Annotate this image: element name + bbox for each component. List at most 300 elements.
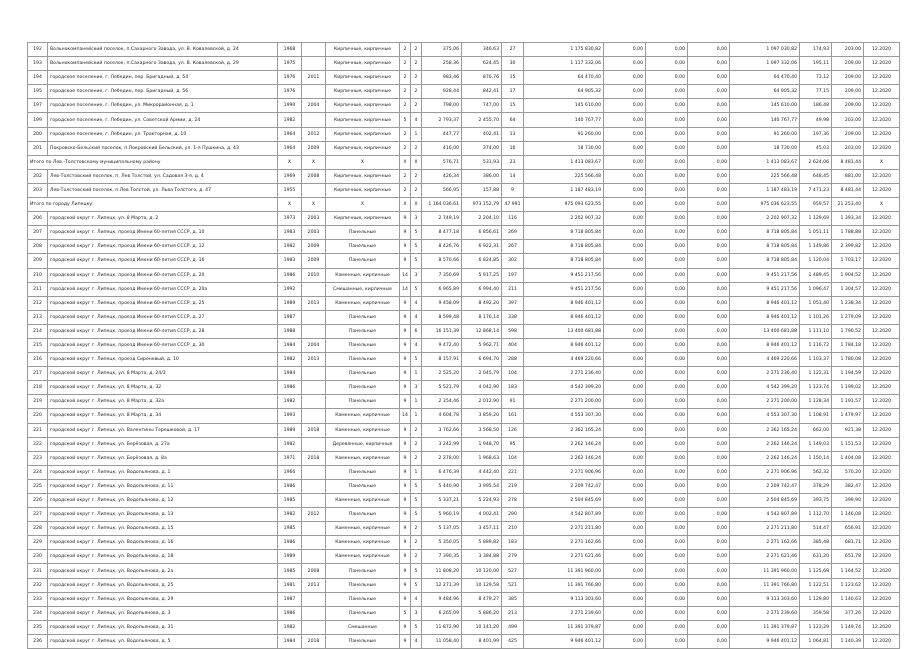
last-repair-year: 2004 xyxy=(302,99,326,113)
entrances: 1 xyxy=(411,465,422,479)
total-area: 5 521,79 xyxy=(422,381,462,395)
address-cell: Лев-Толстовский поселок, п. Лев Толстой, ул. Садовая 3-я, д. 4 xyxy=(48,169,278,183)
fund-local: 0,00 xyxy=(688,479,730,493)
row-number: 206 xyxy=(28,212,48,226)
fund-regional: 0,00 xyxy=(646,57,688,71)
specific-cost: 1 108,91 xyxy=(800,409,832,423)
specific-cost: 385,48 xyxy=(800,536,832,550)
row-number: 199 xyxy=(28,113,48,127)
build-year: 1968 xyxy=(278,43,302,57)
total-area: 9 484,96 xyxy=(422,592,462,606)
fund-regional: 0,00 xyxy=(646,268,688,282)
fund-regional: 0,00 xyxy=(646,437,688,451)
residents: 397 xyxy=(502,296,524,310)
build-year: 1987 xyxy=(278,592,302,606)
planned-date: 12.2020 xyxy=(864,578,900,592)
owners-funds: 8 718 805,84 xyxy=(730,254,800,268)
max-specific-cost: 651,78 xyxy=(832,550,864,564)
fund-federal: 0,00 xyxy=(604,494,646,508)
fund-regional: 0,00 xyxy=(646,620,688,634)
fund-regional: 0,00 xyxy=(646,381,688,395)
table-row xyxy=(28,324,900,338)
last-repair-year: 2013 xyxy=(302,353,326,367)
repair-cost: 11 391 766,80 xyxy=(524,578,604,592)
wall-material: Кирпичные, кирпичные xyxy=(326,113,400,127)
wall-material: Кирпичные, кирпичные xyxy=(326,183,400,197)
specific-cost: 73,12 xyxy=(800,71,832,85)
table-row xyxy=(28,522,900,536)
entrances: 2 xyxy=(411,183,422,197)
planned-date: 12.2020 xyxy=(864,324,900,338)
floors: 9 xyxy=(400,254,411,268)
last-repair-year: 2004 xyxy=(302,338,326,352)
repair-cost: 64 470,40 xyxy=(524,71,604,85)
fund-regional: 0,00 xyxy=(646,141,688,155)
total-area: 5 960,19 xyxy=(422,508,462,522)
fund-federal: 0,00 xyxy=(604,634,646,648)
fund-federal: 0,00 xyxy=(604,353,646,367)
build-year: 1966 xyxy=(278,465,302,479)
floors: 9 xyxy=(400,522,411,536)
entrances: 2 xyxy=(411,437,422,451)
wall-material: Панельные xyxy=(326,367,400,381)
entrances: 2 xyxy=(411,141,422,155)
table-row xyxy=(28,141,900,155)
fund-local: 0,00 xyxy=(688,437,730,451)
fund-federal: 0,00 xyxy=(604,508,646,522)
owners-funds: 9 451 217,56 xyxy=(730,282,800,296)
last-repair-year xyxy=(302,465,326,479)
build-year: 1987 xyxy=(278,310,302,324)
fund-local: 0,00 xyxy=(688,550,730,564)
max-specific-cost: 203,00 xyxy=(832,141,864,155)
max-specific-cost: 570,20 xyxy=(832,465,864,479)
section-x: X xyxy=(411,198,422,212)
planned-date: 12.2020 xyxy=(864,183,900,197)
max-specific-cost: 881,00 xyxy=(832,169,864,183)
floors: 14 xyxy=(400,268,411,282)
section-label: Итого по городу Липецку: xyxy=(28,198,278,212)
wall-material: Кирпичные, кирпичные xyxy=(326,212,400,226)
max-specific-cost: 1 140,63 xyxy=(832,592,864,606)
fund-local: 0,00 xyxy=(688,508,730,522)
living-area: 1 948,70 xyxy=(462,437,502,451)
max-specific-cost: 1 151,53 xyxy=(832,437,864,451)
floors: 9 xyxy=(400,437,411,451)
wall-material: Панельные xyxy=(326,606,400,620)
fund-local: 0,00 xyxy=(688,409,730,423)
max-specific-cost: 209,00 xyxy=(832,99,864,113)
owners-funds: 8 946 401,12 xyxy=(730,338,800,352)
table-body xyxy=(28,43,900,649)
row-number: 211 xyxy=(28,282,48,296)
last-repair-year: 2013 xyxy=(302,296,326,310)
max-specific-cost: 377,26 xyxy=(832,606,864,620)
fund-local: 0,00 xyxy=(688,282,730,296)
section-fund-regional: 0,00 xyxy=(646,155,688,169)
floors: 9 xyxy=(400,367,411,381)
fund-federal: 0,00 xyxy=(604,592,646,606)
wall-material: Панельные xyxy=(326,564,400,578)
repair-cost: 8 718 805,84 xyxy=(524,240,604,254)
build-year: 1982 xyxy=(278,620,302,634)
last-repair-year xyxy=(302,409,326,423)
floors: 9 xyxy=(400,564,411,578)
fund-regional: 0,00 xyxy=(646,395,688,409)
planned-date: 12.2020 xyxy=(864,310,900,324)
living-area: 3 568,50 xyxy=(462,423,502,437)
owners-funds: 2 209 742,47 xyxy=(730,479,800,493)
specific-cost: 186,48 xyxy=(800,99,832,113)
owners-funds: 2 271 239,60 xyxy=(730,606,800,620)
owners-funds: 18 730,00 xyxy=(730,141,800,155)
planned-date: 12.2020 xyxy=(864,381,900,395)
row-number: 209 xyxy=(28,254,48,268)
specific-cost: 1 489,45 xyxy=(800,268,832,282)
max-specific-cost: 209,00 xyxy=(832,127,864,141)
max-specific-cost: 656,91 xyxy=(832,522,864,536)
floors: 5 xyxy=(400,113,411,127)
fund-federal: 0,00 xyxy=(604,437,646,451)
owners-funds: 91 260,00 xyxy=(730,127,800,141)
max-specific-cost: 1 146,08 xyxy=(832,508,864,522)
row-number: 226 xyxy=(28,494,48,508)
table-row xyxy=(28,268,900,282)
floors: 2 xyxy=(400,141,411,155)
fund-regional: 0,00 xyxy=(646,564,688,578)
build-year: 1986 xyxy=(278,268,302,282)
living-area: 8 479,27 xyxy=(462,592,502,606)
total-area: 11 058,40 xyxy=(422,634,462,648)
specific-cost: 1 101,26 xyxy=(800,310,832,324)
planned-date: 12.2020 xyxy=(864,564,900,578)
repair-cost: 2 202 907,32 xyxy=(524,212,604,226)
repair-cost: 2 271 236,40 xyxy=(524,367,604,381)
entrances: 3 xyxy=(411,606,422,620)
max-specific-cost: 1 279,09 xyxy=(832,310,864,324)
fund-federal: 0,00 xyxy=(604,564,646,578)
owners-funds: 8 718 805,84 xyxy=(730,240,800,254)
table-row xyxy=(28,99,900,113)
owners-funds: 4 469 220,66 xyxy=(730,353,800,367)
living-area: 386,00 xyxy=(462,169,502,183)
max-specific-cost: 1 140,39 xyxy=(832,634,864,648)
fund-local: 0,00 xyxy=(688,465,730,479)
fund-federal: 0,00 xyxy=(604,395,646,409)
specific-cost: 1 122,31 xyxy=(800,367,832,381)
floors: 9 xyxy=(400,465,411,479)
living-area: 4 042,90 xyxy=(462,381,502,395)
total-area: 6 965,89 xyxy=(422,282,462,296)
planned-date: 12.2020 xyxy=(864,338,900,352)
floors: 2 xyxy=(400,43,411,57)
living-area: 3 859,20 xyxy=(462,409,502,423)
residents: 598 xyxy=(502,324,524,338)
living-area: 3 995,54 xyxy=(462,479,502,493)
repair-cost: 225 566,48 xyxy=(524,169,604,183)
repair-cost: 2 271 211,80 xyxy=(524,522,604,536)
specific-cost: 1 150,14 xyxy=(800,451,832,465)
last-repair-year xyxy=(302,367,326,381)
build-year: 1982 xyxy=(278,395,302,409)
wall-material: Панельные xyxy=(326,240,400,254)
repair-cost: 1 175 830,82 xyxy=(524,43,604,57)
row-number: 202 xyxy=(28,169,48,183)
section-planned-date: X xyxy=(864,155,900,169)
planned-date: 12.2020 xyxy=(864,71,900,85)
max-specific-cost: 1 123,62 xyxy=(832,578,864,592)
fund-federal: 0,00 xyxy=(604,338,646,352)
repair-cost: 8 718 805,84 xyxy=(524,254,604,268)
total-area: 416,00 xyxy=(422,141,462,155)
row-number: 225 xyxy=(28,479,48,493)
max-specific-cost: 1 703,17 xyxy=(832,254,864,268)
specific-cost: 45,03 xyxy=(800,141,832,155)
planned-date: 12.2020 xyxy=(864,240,900,254)
living-area: 5 962,71 xyxy=(462,338,502,352)
address-cell: городской округ г. Липецк, ул. Водопьянова, д. 12 xyxy=(48,494,278,508)
owners-funds: 8 946 401,12 xyxy=(730,296,800,310)
repair-cost: 8 946 401,12 xyxy=(524,310,604,324)
table-row xyxy=(28,592,900,606)
fund-regional: 0,00 xyxy=(646,43,688,57)
repair-cost: 2 362 165,24 xyxy=(524,423,604,437)
max-specific-cost: 921,38 xyxy=(832,423,864,437)
wall-material: Панельные xyxy=(326,634,400,648)
living-area: 624,45 xyxy=(462,57,502,71)
section-x: X xyxy=(400,198,411,212)
repair-cost: 9 946 401,12 xyxy=(524,634,604,648)
entrances: 2 xyxy=(411,43,422,57)
total-area: 7 350,69 xyxy=(422,268,462,282)
table-row xyxy=(28,606,900,620)
total-area: 11 808,20 xyxy=(422,564,462,578)
row-number: 236 xyxy=(28,634,48,648)
owners-funds: 4 553 307,30 xyxy=(730,409,800,423)
owners-funds: 1 097 030,82 xyxy=(730,43,800,57)
fund-local: 0,00 xyxy=(688,338,730,352)
build-year: 1982 xyxy=(278,113,302,127)
build-year: 1964 xyxy=(278,127,302,141)
fund-regional: 0,00 xyxy=(646,550,688,564)
living-area: 2 045,79 xyxy=(462,367,502,381)
total-area: 6 265,09 xyxy=(422,606,462,620)
row-number: 213 xyxy=(28,310,48,324)
living-area: 346,63 xyxy=(462,43,502,57)
section-fund-regional: 0,00 xyxy=(646,198,688,212)
specific-cost: 562,32 xyxy=(800,465,832,479)
owners-funds: 2 262 146,24 xyxy=(730,451,800,465)
specific-cost: 662,00 xyxy=(800,423,832,437)
owners-funds: 225 566,48 xyxy=(730,169,800,183)
fund-regional: 0,00 xyxy=(646,409,688,423)
row-number: 201 xyxy=(28,141,48,155)
section-x: X xyxy=(411,155,422,169)
living-area: 8 401,99 xyxy=(462,634,502,648)
residents: 15 xyxy=(502,71,524,85)
fund-federal: 0,00 xyxy=(604,240,646,254)
fund-regional: 0,00 xyxy=(646,522,688,536)
fund-regional: 0,00 xyxy=(646,578,688,592)
living-area: 1 968,63 xyxy=(462,451,502,465)
specific-cost: 1 120,04 xyxy=(800,254,832,268)
section-specific-cost: 959,57 xyxy=(800,198,832,212)
planned-date: 12.2020 xyxy=(864,395,900,409)
row-number: 233 xyxy=(28,592,48,606)
entrances: 3 xyxy=(411,212,422,226)
entrances: 4 xyxy=(411,634,422,648)
fund-local: 0,00 xyxy=(688,620,730,634)
table-row xyxy=(28,494,900,508)
address-cell: городской округ г. Липецк, ул. 8 Марта, д. 2 xyxy=(48,212,278,226)
max-specific-cost: 209,00 xyxy=(832,71,864,85)
fund-regional: 0,00 xyxy=(646,494,688,508)
fund-regional: 0,00 xyxy=(646,606,688,620)
total-area: 2 278,00 xyxy=(422,451,462,465)
fund-federal: 0,00 xyxy=(604,606,646,620)
row-number: 230 xyxy=(28,550,48,564)
max-specific-cost: 1 164,52 xyxy=(832,564,864,578)
wall-material: Панельные xyxy=(326,578,400,592)
owners-funds: 2 202 907,32 xyxy=(730,212,800,226)
build-year: 1984 xyxy=(278,367,302,381)
fund-local: 0,00 xyxy=(688,381,730,395)
fund-regional: 0,00 xyxy=(646,296,688,310)
row-number: 234 xyxy=(28,606,48,620)
owners-funds: 4 542 807,89 xyxy=(730,508,800,522)
fund-federal: 0,00 xyxy=(604,226,646,240)
address-cell: городской округ г. Липецк, ул. Водопьянова, д. 15 xyxy=(48,522,278,536)
repair-cost: 91 260,00 xyxy=(524,127,604,141)
specific-cost: 195,11 xyxy=(800,57,832,71)
row-number: 229 xyxy=(28,536,48,550)
total-area: 375,06 xyxy=(422,43,462,57)
row-number: 192 xyxy=(28,43,48,57)
address-cell: городской округ г. Липецк, ул. Водопьянова, д. 18 xyxy=(48,550,278,564)
last-repair-year xyxy=(302,536,326,550)
address-cell: городское поселение, г. Лебедин, ул. Советской Армии, д. 24 xyxy=(48,113,278,127)
residents: 288 xyxy=(502,353,524,367)
total-area: 258,36 xyxy=(422,57,462,71)
total-area: 447,77 xyxy=(422,127,462,141)
table-row xyxy=(28,71,900,85)
living-area: 2 204,10 xyxy=(462,212,502,226)
total-area: 566,95 xyxy=(422,183,462,197)
total-area: 16 151,39 xyxy=(422,324,462,338)
row-number: 194 xyxy=(28,71,48,85)
fund-local: 0,00 xyxy=(688,310,730,324)
specific-cost: 631,20 xyxy=(800,550,832,564)
planned-date: 12.2020 xyxy=(864,451,900,465)
address-cell: городской округ г. Липецк, ул. Валентины Терешковой, д. 17 xyxy=(48,423,278,437)
specific-cost: 49,98 xyxy=(800,113,832,127)
fund-regional: 0,00 xyxy=(646,634,688,648)
last-repair-year: 2011 xyxy=(302,71,326,85)
address-cell: городской округ г. Липецк, ул. 8 Марта, д. 34 xyxy=(48,409,278,423)
last-repair-year xyxy=(302,550,326,564)
residents: 15 xyxy=(502,99,524,113)
total-area: 8 426,76 xyxy=(422,240,462,254)
fund-federal: 0,00 xyxy=(604,296,646,310)
table-row xyxy=(28,43,900,57)
wall-material: Кирпичные, кирпичные xyxy=(326,127,400,141)
planned-date: 12.2020 xyxy=(864,367,900,381)
row-number: 215 xyxy=(28,338,48,352)
total-area: 5 350,05 xyxy=(422,536,462,550)
living-area: 5 889,82 xyxy=(462,536,502,550)
last-repair-year xyxy=(302,381,326,395)
living-area: 2 455,70 xyxy=(462,113,502,127)
address-cell: Лев-Толстовский поселок, п.Лев Толстой, ул. Льва Толстого, д. 47 xyxy=(48,183,278,197)
specific-cost: 393,75 xyxy=(800,494,832,508)
owners-funds: 11 391 379,87 xyxy=(730,620,800,634)
repair-cost: 8 946 401,12 xyxy=(524,338,604,352)
last-repair-year xyxy=(302,479,326,493)
specific-cost: 174,93 xyxy=(800,43,832,57)
row-number: 218 xyxy=(28,381,48,395)
section-x: X xyxy=(278,155,302,169)
table-row xyxy=(28,113,900,127)
build-year: 1988 xyxy=(278,324,302,338)
floors: 9 xyxy=(400,451,411,465)
total-area: 6 476,39 xyxy=(422,465,462,479)
fund-federal: 0,00 xyxy=(604,550,646,564)
fund-local: 0,00 xyxy=(688,113,730,127)
last-repair-year xyxy=(302,310,326,324)
address-cell: городской округ г. Липецк, проезд Имени 60-летия СССР, д. 27 xyxy=(48,310,278,324)
section-x: X xyxy=(302,155,326,169)
fund-federal: 0,00 xyxy=(604,85,646,99)
planned-date: 12.2020 xyxy=(864,634,900,648)
floors: 9 xyxy=(400,353,411,367)
fund-local: 0,00 xyxy=(688,634,730,648)
planned-date: 12.2020 xyxy=(864,536,900,550)
living-area: 6 994,40 xyxy=(462,282,502,296)
entrances: 5 xyxy=(411,254,422,268)
wall-material: Каменные, кирпичные xyxy=(326,522,400,536)
planned-date: 12.2020 xyxy=(864,522,900,536)
planned-date: 12.2020 xyxy=(864,423,900,437)
wall-material: Кирпичные, кирпичные xyxy=(326,99,400,113)
table-row xyxy=(28,451,900,465)
planned-date: 12.2020 xyxy=(864,494,900,508)
address-cell: городской округ г. Липецк, проезд Имени 60-летия СССР, д. 20а xyxy=(48,282,278,296)
row-number: 203 xyxy=(28,183,48,197)
fund-local: 0,00 xyxy=(688,240,730,254)
address-cell: городской округ г. Липецк, ул. Водопьянова, д. 5 xyxy=(48,634,278,648)
last-repair-year: 2009 xyxy=(302,240,326,254)
row-number: 219 xyxy=(28,395,48,409)
section-total-area: 1 164 036,61 xyxy=(422,198,462,212)
floors: 9 xyxy=(400,620,411,634)
residents: 16 xyxy=(502,141,524,155)
max-specific-cost: 8 481,44 xyxy=(832,183,864,197)
wall-material: Панельные xyxy=(326,508,400,522)
living-area: 8 492,20 xyxy=(462,296,502,310)
row-number: 200 xyxy=(28,127,48,141)
section-x: X xyxy=(326,198,400,212)
wall-material: Панельные xyxy=(326,381,400,395)
max-specific-cost: 1 238,34 xyxy=(832,296,864,310)
fund-regional: 0,00 xyxy=(646,85,688,99)
max-specific-cost: 382,47 xyxy=(832,479,864,493)
specific-cost: 1 149,03 xyxy=(800,437,832,451)
living-area: 157,88 xyxy=(462,183,502,197)
owners-funds: 1 187 483,19 xyxy=(730,183,800,197)
entrances: 3 xyxy=(411,268,422,282)
wall-material: Кирпичные, кирпичные xyxy=(326,141,400,155)
entrances: 2 xyxy=(411,71,422,85)
